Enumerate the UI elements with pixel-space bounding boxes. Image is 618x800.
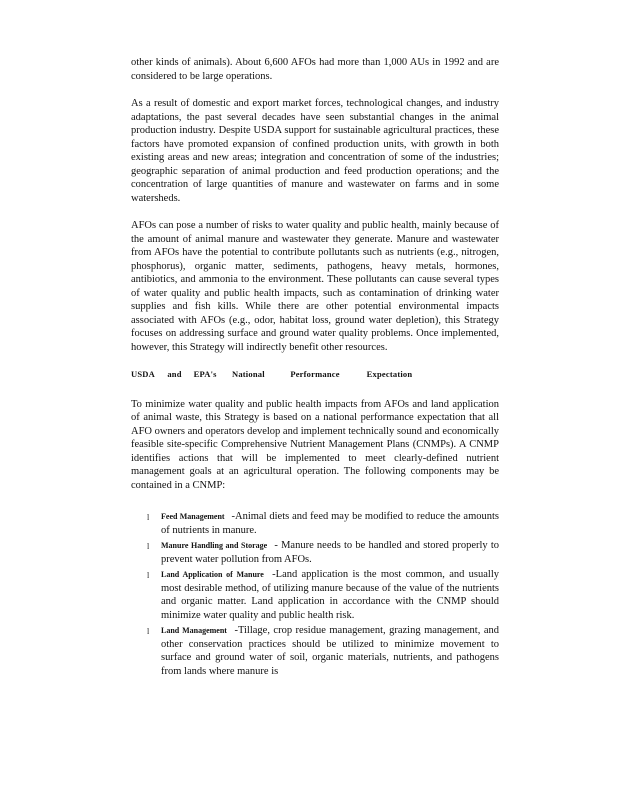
bullet-mark: l — [147, 627, 150, 636]
bullet-text: -Animal diets and feed may be modified to reduce the amounts of nutrients in manure. — [161, 511, 499, 536]
bullet-mark: l — [147, 513, 150, 522]
heading-word: EPA's — [193, 369, 217, 379]
bullet-term: Land Management — [161, 626, 227, 635]
document-body — [131, 56, 499, 680]
bullet-text: - Manure needs to be handled and stored properly to prevent water pollution from AFOs. — [161, 540, 499, 565]
paragraph-industry-changes: As a result of domestic and export market forces, technological changes, and industry adaptations, the past several decades have seen substantial changes in the animal production industry. Despite USDA support for sustainable agricultural practices, these factors have promoted expansion of confined production units, with growth in both existing areas and new areas; integration and concentration of some of the industries; geographic separation of animal production and feed production operations; and the concentration of large quantities of manure and wastewater on farms and in some watersheds. — [131, 98, 499, 204]
paragraph-cnmp-intro: To minimize water quality and public health impacts from AFOs and land application of animal waste, this Strategy is based on a national performance expectation that all AFO owners and operators develop and implement technically sound and economically feasible site-specific Comprehensive Nutrient Management Plans (CNMPs). A CNMP identifies actions that will be implemented to meet clearly-defined nutrient management goals at an agricultural operation. The following components may be contained in a CNMP: — [131, 398, 499, 491]
list-item — [147, 624, 499, 678]
heading-word: National — [231, 369, 265, 379]
bullet-term: Feed Management — [161, 512, 225, 521]
list-item — [147, 510, 499, 537]
paragraph-afo-risks: AFOs can pose a number of risks to water quality and public health, mainly because of the amount of animal manure and wastewater they generate. Manure and wastewater from AFOs have the potential to contribute pollutants such as nutrients (e.g., nitrogen, phosphorus), organic matter, sediments, pathogens, heavy metals, hormones, antibiotics, and ammonia to the environment. These pollutants can cause several types of water quality and public health impacts, such as contamination of drinking water supplies and fish kills. While there are other potential environmental impacts associated with AFOs (e.g., odor, habitat loss, ground water depletion), this Strategy focuses on addressing surface and ground water quality problems. Once implemented, however, this Strategy will indirectly benefit other resources. — [131, 220, 499, 353]
heading-word: and — [167, 369, 182, 379]
cnmp-component-list — [131, 510, 499, 678]
bullet-text: -Land application is the most common, and usually most desirable method, of utilizing manure because of the value of the nutrients and organic matter. Land application in accordance with the CNMP should minimize water quality and public health risk. — [161, 569, 499, 621]
heading-word: Performance — [290, 369, 340, 379]
bullet-mark: l — [147, 542, 150, 551]
bullet-text: -Tillage, crop residue management, grazing management, and other conservation practices should be utilized to minimize movement to surface and ground water of soil, organic materials, nutrients, and pathogens from lands where manure is — [161, 625, 499, 677]
section-heading — [131, 368, 499, 382]
list-item — [147, 568, 499, 622]
heading-word: Expectation — [366, 369, 413, 379]
bullet-mark: l — [147, 571, 150, 580]
bullet-term: Land Application of Manure — [161, 570, 264, 579]
bullet-term: Manure Handling and Storage — [161, 541, 268, 550]
paragraph-afo-count: other kinds of animals). About 6,600 AFOs had more than 1,000 AUs in 1992 and are considered to be large operations. — [131, 57, 499, 82]
heading-word: USDA — [131, 369, 155, 379]
list-item — [147, 539, 499, 566]
